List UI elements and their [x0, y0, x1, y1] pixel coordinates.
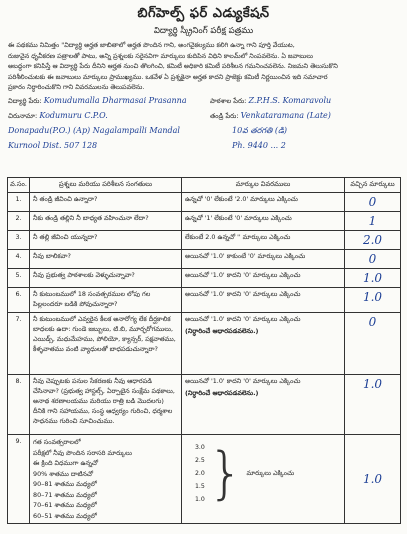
- phone-value: Ph. 9440 ... 2: [232, 141, 286, 150]
- row-criteria: అయినచో '1.0' కాదని '0' మార్కులు ఎక్కించు: [185, 377, 301, 385]
- table-header-row: [8, 178, 401, 193]
- row-score: 2.0: [362, 233, 383, 247]
- row-criteria: అయినచో '1.0' కాకుంటే '0' మార్కులు ఎక్కించు: [182, 250, 345, 269]
- row-number: 2.: [8, 212, 30, 231]
- instructions-paragraph: [8, 40, 400, 93]
- scale-values: [195, 441, 205, 506]
- criteria-note: (నిర్ధారించే ఆధారపడవలెను.): [185, 389, 259, 397]
- question-line: ఈ క్రింది విధముగా ఉన్నచో: [33, 459, 99, 467]
- question-line: 90% శాతము దాటినచో: [33, 469, 94, 478]
- school-name-field: [210, 96, 331, 107]
- row-criteria: అయినచో '1.0' కాదని '0' మార్కులు ఎక్కించు: [182, 269, 345, 288]
- school-name-label: పాఠశాల పేరు:: [210, 97, 247, 105]
- row-number: 8.: [8, 375, 30, 435]
- row-score: 0: [368, 252, 377, 266]
- screening-questions-table: [7, 177, 401, 524]
- row-number: 4.: [8, 250, 30, 269]
- header-number: వ.సం.: [8, 178, 30, 193]
- guardian-value: Venkataramana (Late): [240, 111, 331, 120]
- row-number: 9.: [8, 435, 30, 524]
- scale-value: 2.5: [195, 457, 205, 464]
- table-row: [8, 193, 401, 212]
- row-criteria-cell: [182, 313, 345, 375]
- form-subtitle: విద్యార్థి స్క్రీనింగ్ పరీక్ష పత్రము: [153, 26, 254, 36]
- question-line: పరీక్షలో నీవు పొందిన సరాసరి మార్కులు: [33, 448, 132, 457]
- instruction-line: ఈ పథకము నిమిత్తం "విద్యార్థి అర్హత జాబితాలో అర్హత పొందిన గాని, అంగవైకల్యము కలిగి ఉన్నా గాని పూర్తి వేయుట,: [8, 41, 295, 49]
- address-label: చిరునామా:: [8, 112, 38, 120]
- header-question: ప్రశ్నలు మరియు పరిశీలన సంగతులు: [30, 178, 182, 193]
- district-value: Kurnool Dist. 507 128: [8, 141, 98, 150]
- question-line: 70–61 శాతము మధ్యలో: [33, 501, 97, 509]
- table-row: [8, 288, 401, 313]
- scale-value: 1.0: [195, 496, 205, 503]
- marks-scale: [185, 441, 341, 506]
- table-row: [8, 231, 401, 250]
- header-marks: వచ్చిన మార్కులు: [345, 178, 401, 193]
- village-field: [8, 126, 180, 135]
- table-row: [8, 250, 401, 269]
- row-question: నీకు తండ్రి తల్లిని నీ బాధ్యత వహించునా లేదా?: [30, 212, 182, 231]
- instruction-line: పరిశీలించుటకు ఈ జవాబులు మార్కులు ప్రాముఖ్యము. ఒకవేళ ఏ ప్రశ్నకైనా అర్హత కాదని ప్రాజెక్టు కమిటీ నిర్ణయించిన ఇది సమాచార: [8, 72, 328, 81]
- row-score: 0: [368, 315, 377, 329]
- question-line: 90–81 శాతము మధ్యలో: [33, 480, 97, 488]
- student-name-field: [8, 96, 187, 107]
- row-number: 5.: [8, 269, 30, 288]
- district-field: [8, 141, 97, 150]
- table-row: [8, 435, 401, 524]
- row-question: [30, 435, 182, 524]
- row-score: 1: [368, 214, 377, 228]
- scale-value: 3.0: [195, 444, 205, 451]
- marks-input[interactable]: [345, 375, 401, 435]
- row-number: 6.: [8, 288, 30, 313]
- row-score: 1.0: [362, 472, 383, 486]
- scale-label: మార్కులు ఎక్కించు: [246, 469, 295, 478]
- marks-input[interactable]: [345, 250, 401, 269]
- address-field: [8, 111, 108, 122]
- row-question: నీవు బాలికవా?: [30, 250, 182, 269]
- instruction-line: ప్రకారం నిర్ధారించుకొని గాని వివరములను తెలుపవలెను.: [8, 83, 145, 91]
- marks-input[interactable]: [345, 193, 401, 212]
- row-question: నీ కుటుంబములో 18 సంవత్సరముల లోపు గల పిల్లలందరూ బడికి పోవుచున్నారా?: [30, 288, 182, 313]
- table-row: [8, 269, 401, 288]
- criteria-note: (నిర్ధారించే ఆధారపడవలెను.): [185, 327, 259, 335]
- row-number: 1.: [8, 193, 30, 212]
- scale-value: 2.0: [195, 470, 205, 477]
- guardian-field: [210, 111, 331, 122]
- address-value: Kodumuru C.P.O.: [39, 111, 108, 120]
- question-line: 60–51 శాతము మధ్యలో: [33, 511, 97, 520]
- question-line: 80–71 శాతము మధ్యలో: [33, 490, 97, 499]
- marks-input[interactable]: [345, 313, 401, 375]
- row-score: 1.0: [362, 271, 383, 285]
- guardian-label: తండ్రి పేరు:: [210, 112, 239, 120]
- marks-input[interactable]: [345, 288, 401, 313]
- school-name-value: Z.P.H.S. Komaravolu: [248, 96, 332, 105]
- header-criteria: మార్కుల వివరములు: [182, 178, 345, 193]
- row-question: నీవు ప్రభుత్వ పాఠశాలకు వెళ్ళుచున్నావా?: [30, 269, 182, 288]
- row-number: 7.: [8, 313, 30, 375]
- student-name-value: Komudumalla Dharmasai Prasanna: [43, 96, 187, 105]
- row-criteria: లేకుంటే 2.0 ఉన్నచో '' మార్కులు ఎక్కించు: [182, 231, 345, 250]
- phone-field: [232, 141, 286, 150]
- row-criteria: ఉన్నచో '0' లేకుంటే '2.0' మార్కులు ఎక్కించు: [182, 193, 345, 212]
- row-question: నీ తండ్రి జీవించి ఉన్నారా?: [30, 193, 182, 212]
- instruction-line: అబద్ధంగా కనిపిస్తే ఆ విద్యార్థి పేరు దీనిని ఆర్హత నుంచి తొలగించి, కమిటీ అధికారి కమిటీ పరిశీలన గమనించవలెను. నిజమని తెలుసుకొని: [8, 62, 338, 70]
- scale-value: 1.5: [195, 483, 205, 490]
- row-criteria-cell: [182, 375, 345, 435]
- row-score: 0: [368, 195, 377, 209]
- row-score: 1.0: [362, 377, 383, 391]
- class-field: [232, 126, 287, 137]
- question-line: గత సంవత్సరాలలో: [33, 438, 81, 446]
- row-number: 3.: [8, 231, 30, 250]
- brace-icon: }: [207, 440, 244, 506]
- marks-input[interactable]: [345, 269, 401, 288]
- instruction-line: రుజువైన ధృవీకరణ పత్రాలతో పాటు, అన్ని ప్రశ్నలకు సరైనవిగా మార్కులు కుదిపిన విధిని కాలమ్‌లో నింపవలెను. ఏ జవాబులు: [8, 51, 314, 60]
- row-question: నీవు చెప్పుటకు పనుల సేకరణకు నీవు ఆధారపడి చేసినావా? (ప్రభుత్వ హాస్టల్స్, ఏర్పాటైన సంక్షేమ పథకాలు, అనాథ శరణాలయము మరియు రాత్రి బడి మొదలగు) దీనికి గాని సహాయము, సంస్థ ఆధ్వర్యం గురించి, ధర్మశాల సాధనము గురించి సూచించుము.: [30, 375, 182, 435]
- marks-input[interactable]: [345, 231, 401, 250]
- row-question: నీ కుటుంబములో ఎవ్వరైన కీలక అనారోగ్య లేక దీర్ఘకాలిక బాధలకు ఉదా: గుండె జబ్బులు, టి.బి, మూర్ఛరోగములు, ఎయిడ్స్, మధుమేహము, పోలియో, క్యాన్సర్, పక్షవాతము, కీళ్ళవాతము వంటి వ్యాధులతో బాధపడుచున్నారా?: [30, 313, 182, 375]
- table-row: [8, 212, 401, 231]
- form-title: బిగ్‌హెల్ప్ ఫర్ ఎడ్యుకేషన్: [137, 6, 270, 21]
- village-value: Donapadu(P.O.) (Ap) Nagalampalli Mandal: [8, 126, 180, 135]
- student-name-label: విద్యార్థి పేరు:: [8, 97, 42, 105]
- row-score: 1.0: [362, 290, 383, 304]
- row-criteria: ఉన్నచో '1' లేకుంటే '0' మార్కులు ఎక్కించు: [182, 212, 345, 231]
- row-criteria-cell: [182, 435, 345, 524]
- marks-input[interactable]: [345, 212, 401, 231]
- class-value: 10వ తరగతి (డి): [232, 126, 288, 135]
- table-row: [8, 313, 401, 375]
- marks-input[interactable]: [345, 435, 401, 524]
- row-criteria: అయినచో '1.0' కాదని '0' మార్కులు ఎక్కించు: [182, 288, 345, 313]
- table-row: [8, 375, 401, 435]
- row-question: నీ తల్లి జీవించి యున్నదా?: [30, 231, 182, 250]
- row-criteria: అయినచో '1.0' కాదని '0' మార్కులు ఎక్కించు: [185, 315, 301, 323]
